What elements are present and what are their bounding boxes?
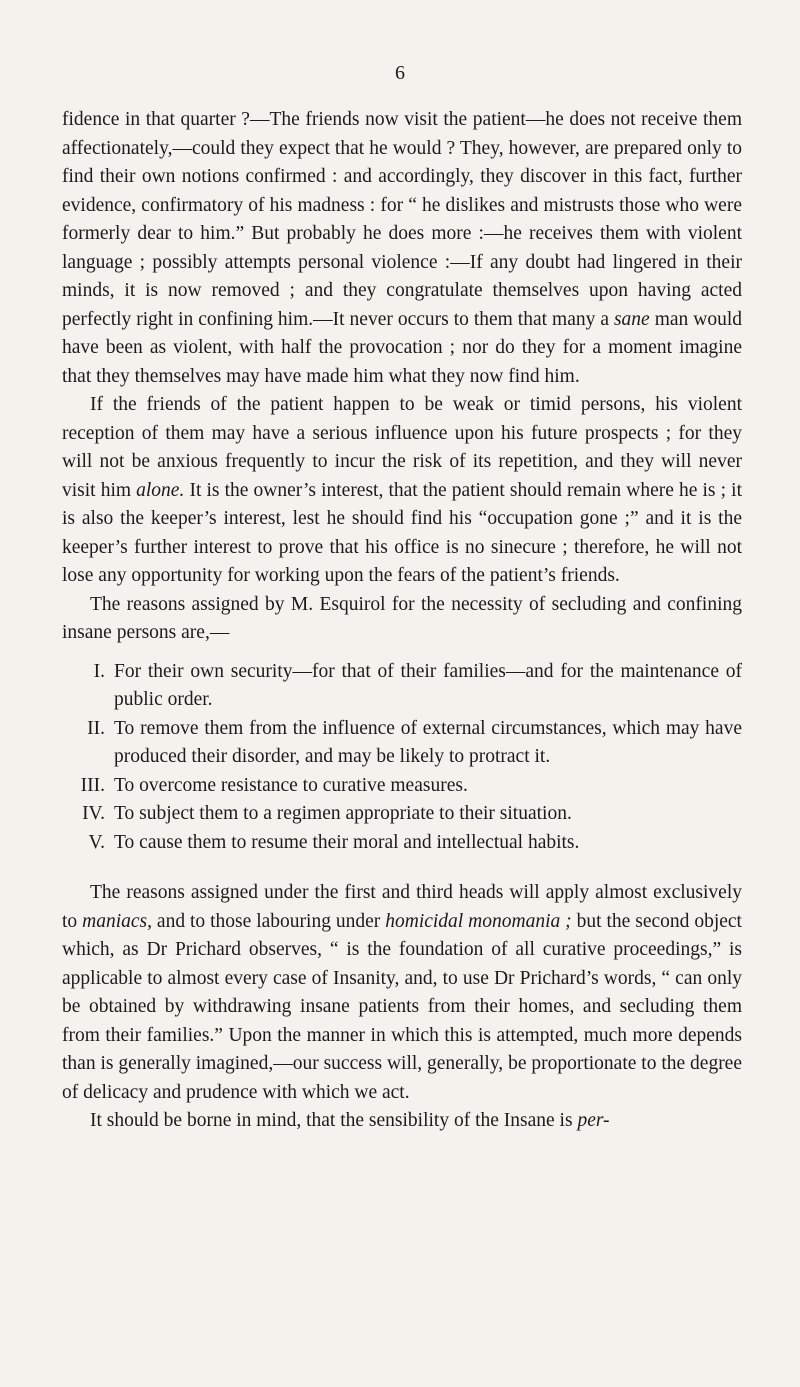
emphasis-text: alone.: [136, 479, 185, 501]
list-item-number: I.: [93, 660, 105, 682]
paragraph-text: fidence in that quarter ?—The friends now visit the patient—he does not receive them affectionately,—could they expect that he would ? They, however, are prepared only to find their own notions confirmed : and accordingly, they discover in this fact, further evidence, confirmatory of his madness : for “ he dislikes and mistrusts those who were formerly dear to him.” But probably he does more :—he receives them with violent language ; possibly attempts personal violence :—If any doubt had lingered in their minds, it is now removed ; and they congratulate themselves upon having acted perfectly right in confining him.—It never occurs to them that many a: [62, 109, 742, 330]
emphasis-text: homicidal monomania ;: [385, 910, 572, 932]
paragraph-text: and to those labouring under: [151, 910, 386, 932]
list-item: [62, 658, 742, 715]
paragraph: [62, 1107, 742, 1136]
reasons-list: [62, 658, 742, 858]
list-item-text: To remove them from the influence of external circumstances, which may have produced their disorder, and may be likely to protract it.: [114, 717, 742, 767]
spacer: [62, 867, 742, 879]
paragraph-text: It should be borne in mind, that the sensibility of the Insane is: [90, 1110, 578, 1131]
emphasis-text: sane: [613, 308, 650, 330]
paragraph-text: man would have been as violent, with half the provocation ; nor do they for a moment imagine that they themselves may have made him what they now find him.: [62, 308, 742, 387]
list-item-text: To subject them to a regimen appropriate to their situation.: [114, 803, 572, 824]
page-number: 6: [395, 62, 405, 84]
list-item-number: III.: [80, 774, 105, 796]
list-item-number: IV.: [82, 803, 105, 824]
list-item: [62, 829, 742, 858]
paragraph: [62, 106, 742, 391]
list-item-number: II.: [87, 717, 105, 739]
list-item: [62, 715, 742, 772]
list-item-text: To overcome resistance to curative measures.: [114, 774, 468, 796]
emphasis-text: per-: [577, 1110, 610, 1131]
paragraph-text: but the second object which, as Dr Prichard observes, “ is the foundation of all curative proceedings,” is applicable to almost every case of Insanity, and, to use Dr Prichard’s words, “ can only be obtained by withdrawing insane patients from their homes, and secluding them from their families.” Upon the manner in which this is attempted, much more depends than is generally imagined,—our success will, generally, be proportionate to the degree of delicacy and prudence with which we act.: [62, 910, 742, 1103]
page-body: [62, 106, 742, 1136]
list-item: [62, 772, 742, 801]
paragraph: [62, 879, 742, 1107]
paragraph-text: If the friends of the patient happen to be weak or timid persons, his violent reception of them may have a serious influence upon his future prospects ; for they will not be anxious frequently to incur the risk of its repetition, and they will never visit him: [62, 394, 742, 501]
emphasis-text: maniacs,: [82, 910, 152, 932]
list-item-number: V.: [88, 831, 105, 853]
list-item-text: For their own security—for that of their families—and for the maintenance of public order.: [114, 660, 742, 710]
paragraph-text: It is the owner’s interest, that the patient should remain where he is ; it is also the keeper’s interest, lest he should find his “occupation gone ;” and it is the keeper’s further interest to prove that his office is no sinecure ; therefore, he will not lose any opportunity for working upon the fears of the patient’s friends.: [62, 479, 742, 586]
list-item-text: To cause them to resume their moral and intellectual habits.: [114, 831, 580, 853]
paragraph-text: The reasons assigned under the first and third heads will apply almost exclusively to: [62, 882, 742, 932]
list-item: [62, 800, 742, 829]
paragraph: [62, 391, 742, 591]
paragraph: [62, 591, 742, 648]
paragraph-text: The reasons assigned by M. Esquirol for the necessity of secluding and confining insane persons are,—: [62, 593, 742, 643]
